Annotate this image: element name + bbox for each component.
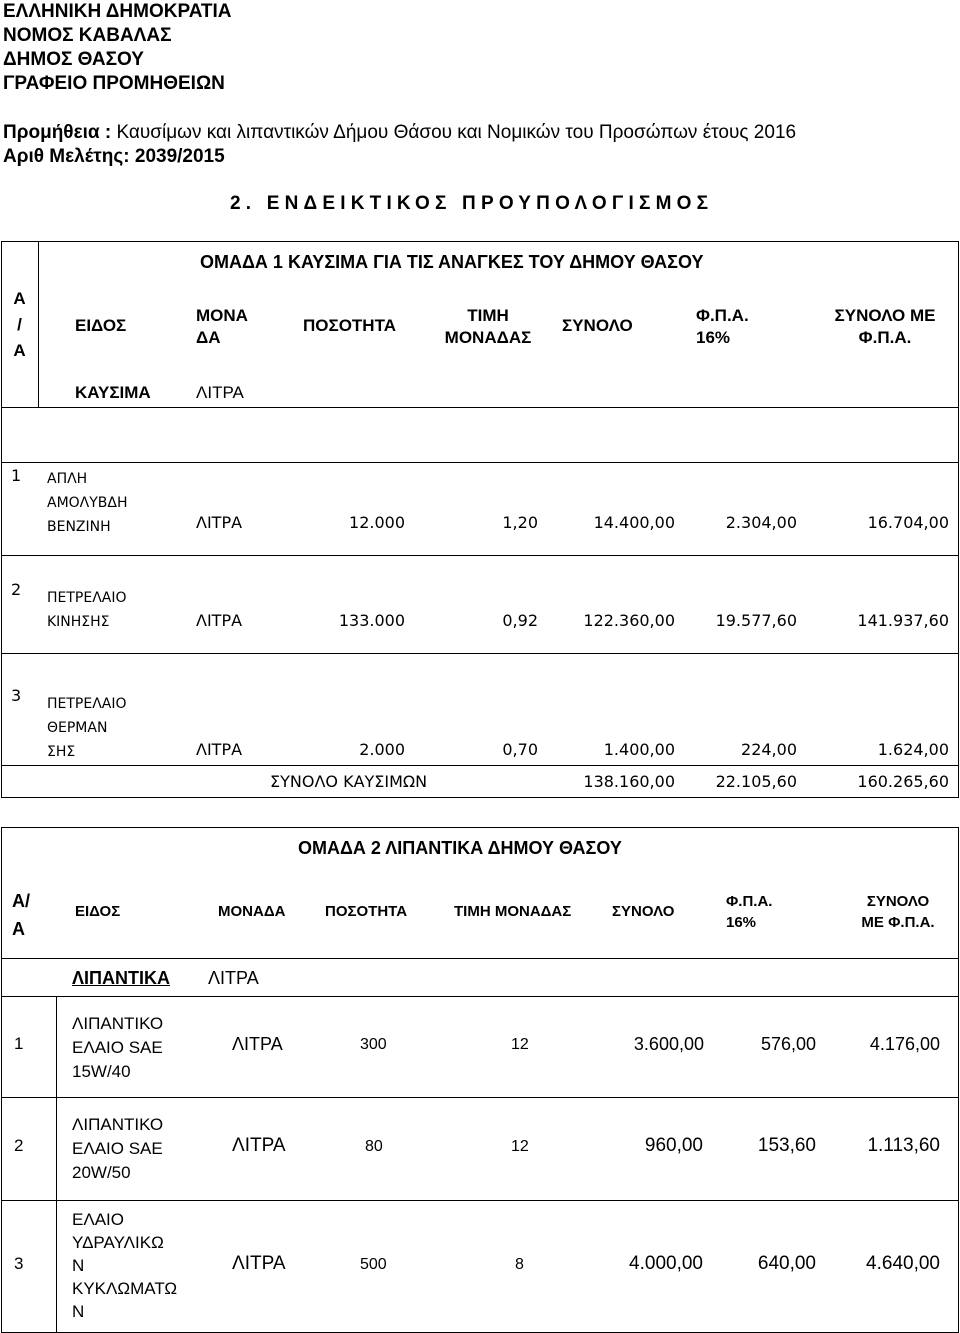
section-lubricants-label: ΛΙΠΑΝΤΙΚΑ [72,968,170,988]
row-item: ΠΕΤΡΕΛΑΙΟ ΚΙΝΗΣΗΣ [47,590,127,630]
row-vat: 640,00 [757,1253,816,1274]
row-qty: 80 [365,1138,383,1155]
col-grand-header: ΣΥΝΟΛΟ ΜΕ Φ.Π.Α. [834,306,936,347]
row-total: 1.400,00 [603,740,675,759]
row-total: 4.000,00 [629,1253,703,1274]
row-number: 1 [11,466,22,485]
row-price: 1,20 [502,513,538,532]
subject-label: Προμήθεια : [3,122,112,143]
col-aa-header: Α / Α [13,289,26,360]
col-vat-header: Φ.Π.Α. 16% [696,306,749,347]
row-vat: 19.577,60 [715,611,797,630]
row-vat: 224,00 [741,740,797,759]
row-grand: 1.113,60 [867,1135,940,1156]
row-item: ΕΛΑΙΟ ΥΔΡΑΥΛΙΚΩ Ν ΚΥΚΛΩΜΑΤΩ Ν [72,1210,178,1321]
subject-block [3,121,796,169]
header-line-prefecture: ΝΟΜΟΣ ΚΑΒΑΛΑΣ [3,25,172,46]
section-lubricants-unit: ΛΙΤΡΑ [208,968,259,988]
row-number: 2 [11,580,22,599]
row-unit: ΛΙΤΡΑ [232,1034,283,1054]
col-total-header: ΣΥΝΟΛΟ [562,316,633,335]
row-vat: 2.304,00 [725,513,797,532]
col-total-header: ΣΥΝΟΛΟ [612,903,675,920]
row-unit: ΛΙΤΡΑ [232,1253,286,1274]
row-number: 1 [14,1034,24,1053]
row-price: 0,70 [502,740,538,759]
row-price: 12 [511,1036,529,1053]
fuel-sum-label: ΣΥΝΟΛΟ ΚΑΥΣΙΜΩΝ [270,772,428,791]
row-qty: 133.000 [338,611,405,630]
row-number: 3 [11,686,22,705]
col-vat-header: Φ.Π.Α. 16% [726,893,773,931]
col-unit-header: ΜΟΝΑΔΑ [218,903,286,920]
header-line-office: ΓΡΑΦΕΙΟ ΠΡΟΜΗΘΕΙΩΝ [3,73,225,94]
col-price-header: ΤΙΜΗ ΜΟΝΑΔΑΣ [454,903,572,920]
row-qty: 500 [360,1256,387,1273]
row-qty: 12.000 [349,513,405,532]
row-item: ΛΙΠΑΝΤΙΚΟ ΕΛΑΙΟ SAE 20W/50 [72,1115,164,1182]
row-item: ΑΠΛΗ ΑΜΟΛΥΒΔΗ ΒΕΝΖΙΝΗ [47,471,128,535]
col-qty-header: ΠΟΣΟΤΗΤΑ [303,316,396,335]
row-unit: ΛΙΤΡΑ [196,611,243,630]
fuel-sum-total: 138.160,00 [583,772,675,791]
row-price: 8 [515,1256,524,1273]
subject-text: Καυσίμων και λιπαντικών Δήμου Θάσου και Νομικών του Προσώπων έτους 2016 [116,122,797,143]
row-grand: 1.624,00 [877,740,949,759]
row-qty: 300 [360,1036,387,1053]
row-total: 960,00 [644,1135,703,1156]
row-qty: 2.000 [359,740,405,759]
row-total: 3.600,00 [633,1034,704,1054]
row-grand: 16.704,00 [867,513,949,532]
row-number: 3 [14,1254,24,1273]
study-label: Αριθ Μελέτης: [3,146,130,167]
col-unit-header: ΜΟΝΑ ΔΑ [196,306,248,347]
col-qty-header: ΠΟΣΟΤΗΤΑ [325,903,408,920]
fuel-sum-vat: 22.105,60 [715,772,797,791]
row-grand: 4.640,00 [866,1253,940,1274]
group1-title: ΟΜΑΔΑ 1 ΚΑΥΣΙΜΑ ΓΙΑ ΤΙΣ ΑΝΑΓΚΕΣ ΤΟΥ ΔΗΜΟΥ ΘΑΣΟΥ [200,252,704,272]
group2-title: ΟΜΑΔΑ 2 ΛΙΠΑΝΤΙΚΑ ΔΗΜΟΥ ΘΑΣΟΥ [298,838,622,858]
row-item: ΛΙΠΑΝΤΙΚΟ ΕΛΑΙΟ SAE 15W/40 [72,1014,164,1081]
col-item-header: ΕΙΔΟΣ [75,316,127,335]
row-unit: ΛΙΤΡΑ [196,740,243,759]
row-unit: ΛΙΤΡΑ [196,513,243,532]
col-price-header: ΤΙΜΗ ΜΟΝΑΔΑΣ [444,306,532,347]
col-aa-header: Α/ Α [12,891,30,939]
section-fuels-unit: ΛΙΤΡΑ [196,383,244,402]
row-vat: 153,60 [757,1135,816,1156]
study-number: 2039/2015 [134,146,225,167]
row-price: 0,92 [502,611,538,630]
document-title: 2. ΕΝΔΕΙΚΤΙΚΟΣ ΠΡΟΥΠΟΛΟΓΙΣΜΟΣ [230,193,714,214]
header-line-municipality: ΔΗΜΟΣ ΘΑΣΟΥ [3,49,144,70]
row-item: ΠΕΤΡΕΛΑΙΟ ΘΕΡΜΑΝ ΣΗΣ [47,696,127,760]
section-fuels-label: ΚΑΥΣΙΜΑ [75,383,151,402]
row-total: 122.360,00 [583,611,675,630]
fuel-sum-grand: 160.265,60 [857,772,949,791]
row-number: 2 [14,1136,24,1155]
row-price: 12 [511,1138,529,1155]
row-unit: ΛΙΤΡΑ [232,1135,286,1156]
row-total: 14.400,00 [593,513,675,532]
col-item-header: ΕΙΔΟΣ [75,903,121,920]
header-line-country: ΕΛΛΗΝΙΚΗ ΔΗΜΟΚΡΑΤΙΑ [3,1,232,22]
row-vat: 576,00 [760,1034,816,1054]
row-grand: 141.937,60 [857,611,949,630]
row-grand: 4.176,00 [869,1034,940,1054]
authority-header [3,0,231,96]
col-grand-header: ΣΥΝΟΛΟ ΜΕ Φ.Π.Α. [861,893,935,931]
